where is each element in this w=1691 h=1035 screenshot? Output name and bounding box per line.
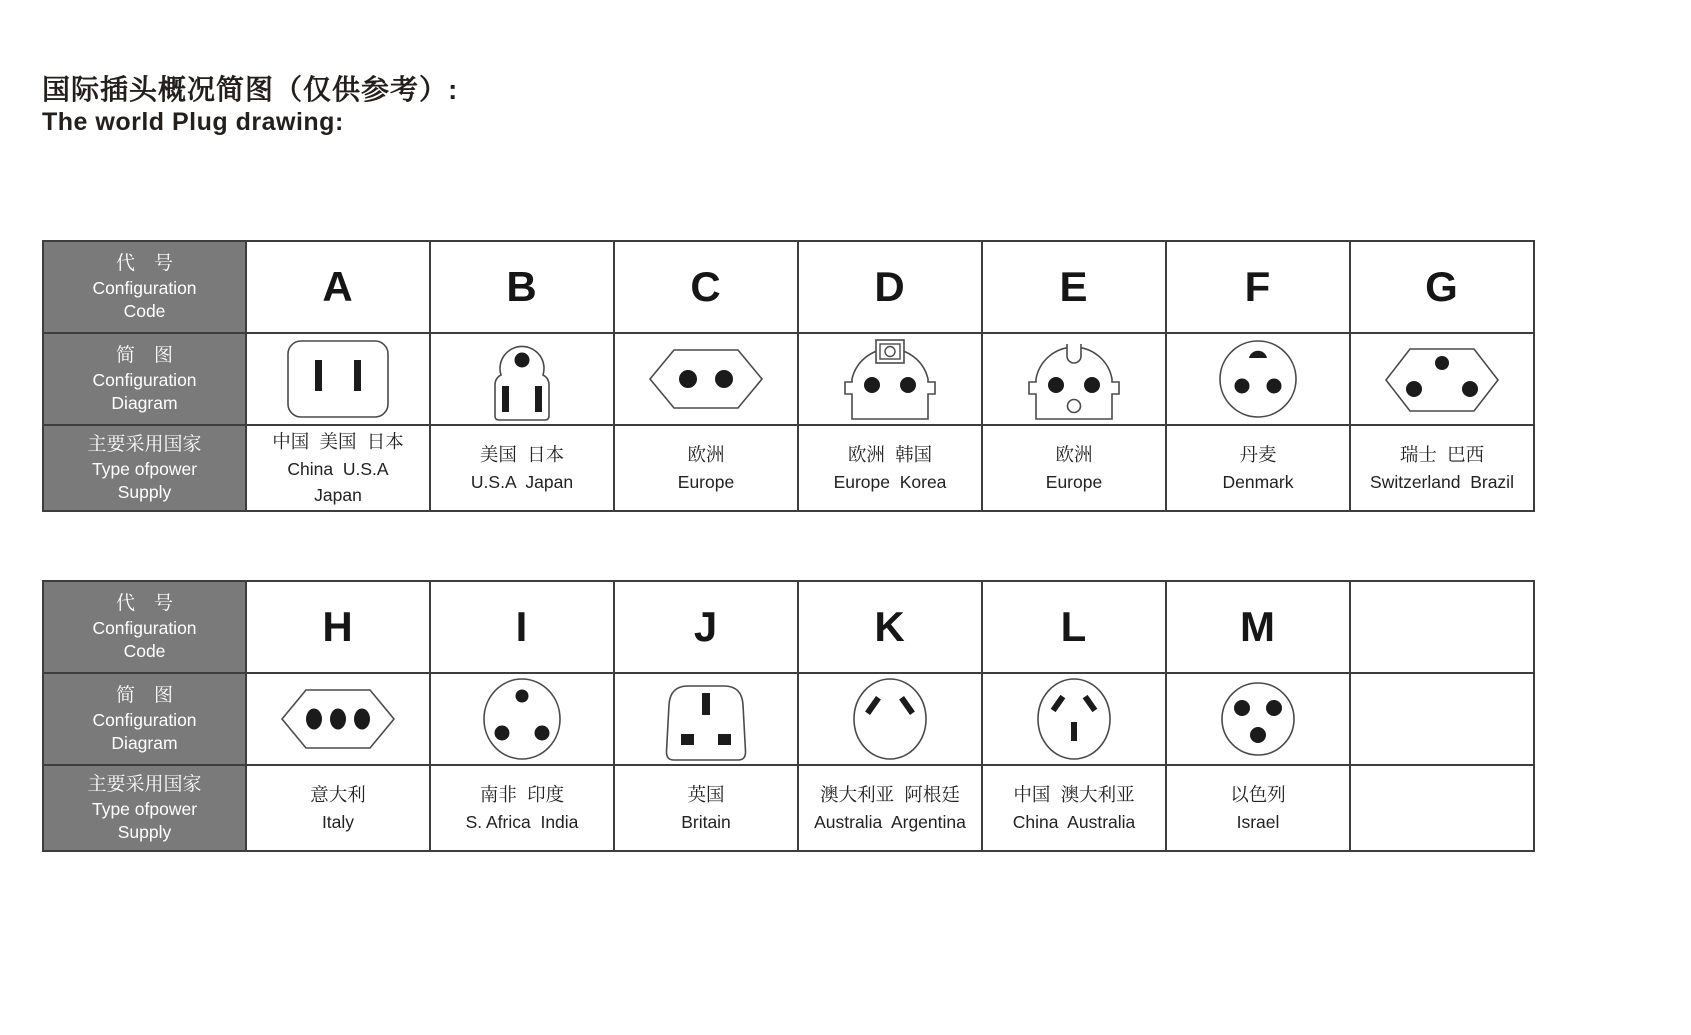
code-cell-l: L [983, 582, 1167, 674]
code-cell-i: I [431, 582, 615, 674]
row-header-code: 代 号 Configuration Code [44, 242, 247, 334]
plug-table-1 [42, 240, 1535, 512]
page-title-zh: 国际插头概况简图（仅供参考）: [42, 74, 459, 105]
diagram-cell-empty [1351, 674, 1535, 766]
plug-type-c-icon [636, 335, 776, 423]
country-cell-d: 欧洲 韩国 Europe Korea [799, 426, 983, 512]
row-header-country: 主要采用国家 Type ofpower Supply [44, 766, 247, 852]
code-cell-empty [1351, 582, 1535, 674]
diagram-cell-k [799, 674, 983, 766]
code-cell-j: J [615, 582, 799, 674]
diagram-cell-g [1351, 334, 1535, 426]
plug-type-j-icon [636, 675, 776, 763]
country-cell-b: 美国 日本 U.S.A Japan [431, 426, 615, 512]
country-cell-l: 中国 澳大利亚 China Australia [983, 766, 1167, 852]
plug-type-b-icon [452, 335, 592, 423]
code-cell-m: M [1167, 582, 1351, 674]
plug-type-i-icon [452, 675, 592, 763]
code-cell-b: B [431, 242, 615, 334]
row-header-diagram: 简 图 Configuration Diagram [44, 334, 247, 426]
country-cell-m: 以色列 Israel [1167, 766, 1351, 852]
plug-type-a-icon [268, 335, 408, 423]
diagram-cell-c [615, 334, 799, 426]
country-cell-c: 欧洲 Europe [615, 426, 799, 512]
code-cell-g: G [1351, 242, 1535, 334]
country-cell-j: 英国 Britain [615, 766, 799, 852]
diagram-cell-l [983, 674, 1167, 766]
plug-type-f-icon [1188, 335, 1328, 423]
country-cell-a: 中国 美国 日本 China U.S.A Japan [247, 426, 431, 512]
diagram-cell-d [799, 334, 983, 426]
diagram-cell-b [431, 334, 615, 426]
plug-type-m-icon [1188, 675, 1328, 763]
country-cell-e: 欧洲 Europe [983, 426, 1167, 512]
plug-type-e-icon [1004, 335, 1144, 423]
plug-type-h-icon [268, 675, 408, 763]
diagram-cell-h [247, 674, 431, 766]
plug-type-k-icon [820, 675, 960, 763]
code-cell-f: F [1167, 242, 1351, 334]
country-cell-h: 意大利 Italy [247, 766, 431, 852]
row-header-country: 主要采用国家 Type ofpower Supply [44, 426, 247, 512]
country-cell-empty [1351, 766, 1535, 852]
country-cell-i: 南非 印度 S. Africa India [431, 766, 615, 852]
diagram-cell-i [431, 674, 615, 766]
row-header-diagram: 简 图 Configuration Diagram [44, 674, 247, 766]
country-cell-f: 丹麦 Denmark [1167, 426, 1351, 512]
diagram-cell-a [247, 334, 431, 426]
code-cell-e: E [983, 242, 1167, 334]
diagram-cell-m [1167, 674, 1351, 766]
diagram-cell-e [983, 334, 1167, 426]
code-cell-c: C [615, 242, 799, 334]
country-cell-k: 澳大利亚 阿根廷 Australia Argentina [799, 766, 983, 852]
plug-type-l-icon [1004, 675, 1144, 763]
code-cell-k: K [799, 582, 983, 674]
code-cell-h: H [247, 582, 431, 674]
diagram-cell-j [615, 674, 799, 766]
code-cell-a: A [247, 242, 431, 334]
plug-type-d-icon [820, 335, 960, 423]
plug-table-2 [42, 580, 1535, 852]
page-title-en: The world Plug drawing: [42, 108, 344, 136]
country-cell-g: 瑞士 巴西 Switzerland Brazil [1351, 426, 1535, 512]
plug-type-g-icon [1372, 335, 1512, 423]
code-cell-d: D [799, 242, 983, 334]
row-header-code: 代 号 Configuration Code [44, 582, 247, 674]
diagram-cell-f [1167, 334, 1351, 426]
